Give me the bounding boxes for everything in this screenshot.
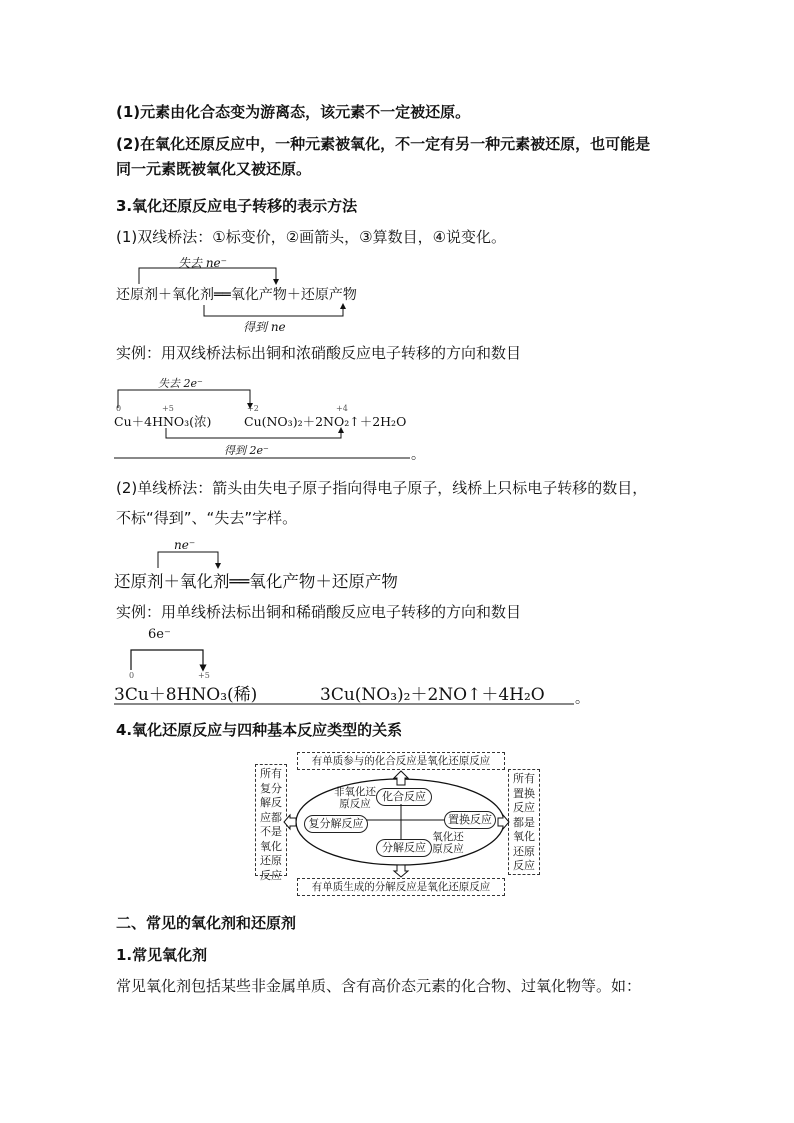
db-gain-label: 得到 ne: [243, 320, 286, 334]
db-lose-label: 失去 ne⁻: [178, 256, 227, 270]
non-redox-label: 非氧化还原反应: [334, 786, 376, 810]
down-hollow-arrow: [394, 865, 408, 877]
heading-3: 3.氧化还原反应电子转移的表示方法: [116, 197, 358, 215]
single-bridge-intro-a: (2)单线桥法：箭头由失电子原子指向得电子原子，线桥上只标电子转移的数目，: [116, 479, 648, 497]
eq2-ox-n5: +5: [198, 671, 210, 680]
top-box: 有单质参与的化合反应是氧化还原反应: [297, 752, 505, 770]
db-scheme-gain-bracket: [204, 305, 343, 316]
eq2-ox-cu0: 0: [129, 671, 135, 680]
eq1-ox-cu0: 0: [116, 404, 122, 413]
single-displacement-reaction: 置换反应: [444, 811, 496, 829]
paragraph-2a: (2)在氧化还原反应中，一种元素被氧化，不一定有另一种元素被还原，也可能是: [116, 135, 651, 153]
double-bridge-intro: (1)双线桥法：①标变价，②画箭头，③算数目，④说变化。: [116, 228, 507, 246]
eq1-lose-label: 失去 2e⁻: [158, 377, 203, 390]
eq1-ox-n4: +4: [336, 404, 348, 413]
decomposition-reaction: 分解反应: [376, 839, 432, 857]
example-1: 实例：用双线桥法标出铜和浓硝酸反应电子转移的方向和数目: [116, 344, 522, 362]
sb-scheme-bracket: [158, 552, 218, 568]
eq1-rhs: Cu(NO₃)₂＋2NO₂↑＋2H₂O: [244, 414, 407, 429]
eq2-end: 。: [575, 691, 589, 707]
combination-reaction: 化合反应: [376, 788, 432, 806]
eq1-gain-label: 得到 2e⁻: [224, 444, 269, 457]
paragraph-1: (1)元素由化合态变为游离态，该元素不一定被还原。: [116, 103, 471, 121]
right-box: 所有置换反应都是氧化还原反应: [508, 769, 540, 875]
up-hollow-arrow: [394, 771, 408, 785]
paragraph-2b: 同一元素既被氧化又被还原。: [116, 160, 312, 178]
eq2-rhs: 3Cu(NO₃)₂＋2NO↑＋4H₂O: [320, 685, 545, 705]
db-scheme-lose-bracket: [139, 268, 276, 284]
reaction-ellipse: [296, 779, 504, 865]
example-2: 实例：用单线桥法标出铜和稀硝酸反应电子转移的方向和数目: [116, 603, 522, 621]
eq1-lhs: Cu＋4HNO₃(浓): [114, 414, 212, 429]
subheading-1: 1.常见氧化剂: [116, 946, 208, 964]
bottom-box: 有单质生成的分解反应是氧化还原反应: [297, 878, 505, 896]
eq1-end: 。: [411, 447, 425, 463]
double-displacement-reaction: 复分解反应: [304, 815, 368, 833]
right-hollow-arrow: [498, 815, 509, 829]
eq1-ox-cu2: +2: [247, 404, 259, 413]
eq1-ox-n5: +5: [162, 404, 174, 413]
sb-electrons-label: ne⁻: [174, 538, 196, 552]
left-box: 所有复分解反应都不是氧化还原反应: [255, 764, 287, 876]
eq2-lhs: 3Cu＋8HNO₃(稀): [114, 685, 258, 705]
eq1-lose-bracket: [118, 390, 250, 408]
eq2-bracket: [131, 650, 203, 670]
eq2-electrons-label: 6e⁻: [148, 627, 171, 642]
eq1-gain-bracket: [166, 428, 341, 438]
single-bridge-intro-b: 不标“得到”、“失去”字样。: [116, 509, 298, 527]
left-hollow-arrow: [284, 815, 296, 829]
paragraph-last: 常见氧化剂包括某些非金属单质、含有高价态元素的化合物、过氧化物等。如：: [116, 977, 642, 995]
section-2-heading: 二、常见的氧化剂和还原剂: [116, 914, 297, 932]
db-scheme-equation: 还原剂＋氧化剂══氧化产物＋还原产物: [116, 287, 357, 303]
redox-label: 氧化还原反应: [432, 831, 464, 855]
sb-scheme-equation: 还原剂＋氧化剂══氧化产物＋还原产物: [114, 572, 398, 591]
heading-4: 4.氧化还原反应与四种基本反应类型的关系: [116, 721, 403, 739]
